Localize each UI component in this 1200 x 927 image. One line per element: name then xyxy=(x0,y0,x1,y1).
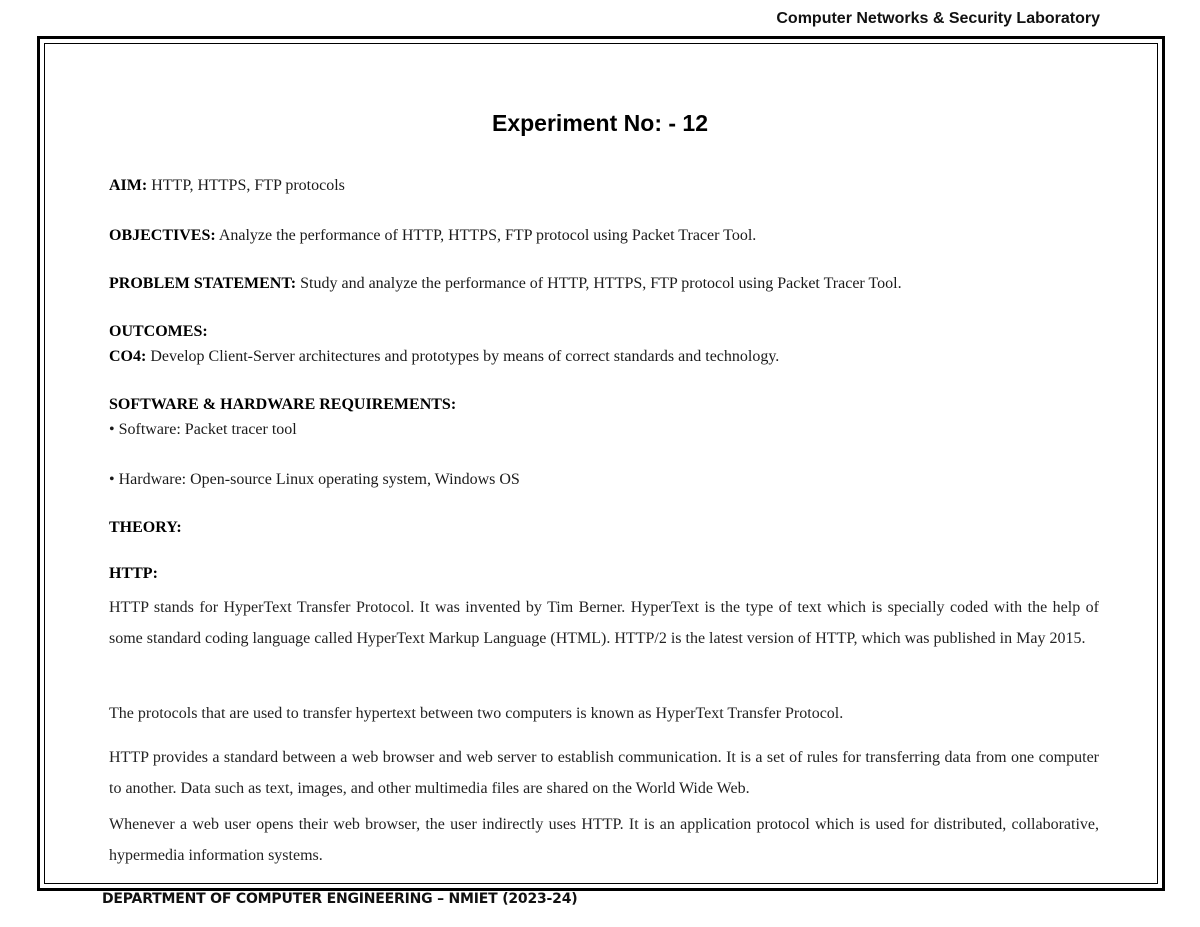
requirement-software: • Software: Packet tracer tool xyxy=(109,421,297,438)
requirement-hardware: • Hardware: Open-source Linux operating system, Windows OS xyxy=(109,471,520,488)
http-paragraph-4: Whenever a web user opens their web browser, the user indirectly uses HTTP. It is an application protocol which is used for distributed, collaborative, hypermedia information systems. xyxy=(109,816,1099,864)
requirements-heading xyxy=(109,395,456,415)
outcomes-label: OUTCOMES: xyxy=(109,323,208,340)
problem-text: Study and analyze the performance of HTTP, HTTPS, FTP protocol using Packet Tracer Tool. xyxy=(296,275,902,292)
objectives-line xyxy=(109,226,756,246)
http-paragraph-2: The protocols that are used to transfer hypertext between two computers is known as HyperText Transfer Protocol. xyxy=(109,705,844,722)
http-paragraph-3: HTTP provides a standard between a web browser and web server to establish communication. It is a set of rules for transferring data from one computer to another. Data such as text, images, and other multimedia files are shared on the World Wide Web. xyxy=(109,749,1099,797)
co4-text: Develop Client-Server architectures and prototypes by means of correct standards and technology. xyxy=(146,348,780,365)
problem-statement-line xyxy=(109,274,902,294)
theory-heading xyxy=(109,518,182,538)
co4-label: CO4: xyxy=(109,348,147,365)
objectives-label: OBJECTIVES: xyxy=(109,227,216,244)
requirements-label: SOFTWARE & HARDWARE REQUIREMENTS: xyxy=(109,396,457,413)
http-paragraph-1: HTTP stands for HyperText Transfer Protocol. It was invented by Tim Berner. HyperText is the type of text which is specially coded with the help of some standard coding language called HyperText Markup Language (HTML). HTTP/2 is the latest version of HTTP, which was published in May 2015. xyxy=(109,599,1099,647)
running-header: Computer Networks & Security Laboratory xyxy=(776,10,1100,27)
http-heading xyxy=(109,564,158,584)
aim-line xyxy=(109,176,345,196)
aim-label: AIM: xyxy=(109,177,148,194)
theory-label: THEORY: xyxy=(109,519,182,536)
objectives-text: Analyze the performance of HTTP, HTTPS, FTP protocol using Packet Tracer Tool. xyxy=(215,227,757,244)
page-footer: DEPARTMENT OF COMPUTER ENGINEERING – NMIET (2023-24) xyxy=(102,891,578,907)
page-title: Experiment No: - 12 xyxy=(492,110,708,136)
http-label: HTTP: xyxy=(109,565,158,582)
problem-label: PROBLEM STATEMENT: xyxy=(109,275,297,292)
outcome-co4 xyxy=(109,347,779,367)
outcomes-heading xyxy=(109,322,208,342)
aim-text: HTTP, HTTPS, FTP protocols xyxy=(147,177,345,194)
